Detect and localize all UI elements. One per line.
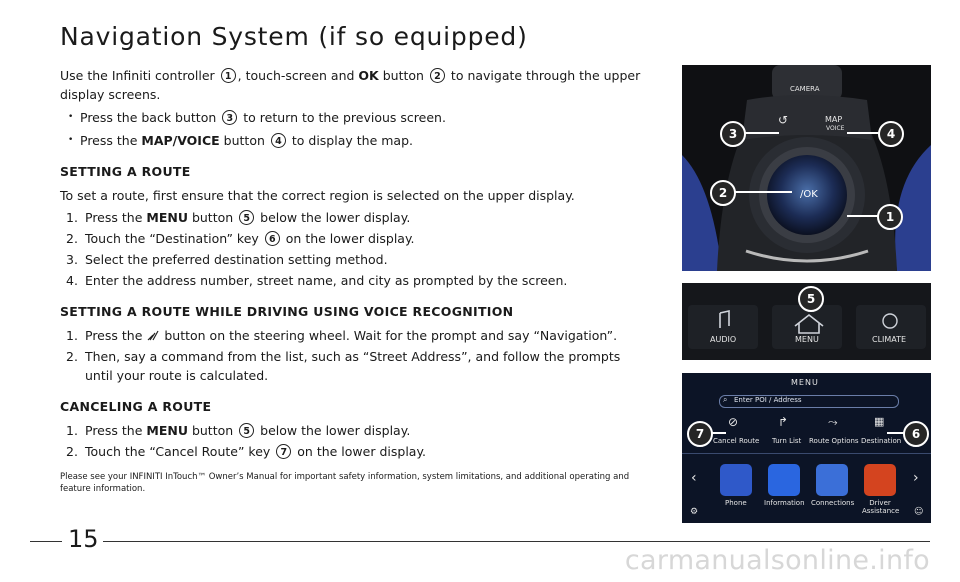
step-text: below the lower display.	[260, 210, 411, 225]
photo-callout-2: 2	[710, 180, 736, 206]
footer-rule-left	[30, 541, 62, 542]
step-text: button	[191, 210, 234, 225]
step-text: Press the	[85, 328, 143, 343]
step-text: Touch the “Destination” key	[85, 231, 259, 246]
menu-button-label: MENU	[795, 335, 819, 344]
controller-photo	[682, 65, 931, 271]
step-number: 2.	[66, 444, 78, 459]
phone-tile[interactable]	[720, 464, 752, 496]
step-number: 1.	[66, 210, 78, 225]
camera-label: CAMERA	[790, 85, 820, 93]
ok-label: OK	[358, 68, 379, 83]
step-text: button on the steering wheel. Wait for the prompt and say “Navigation”.	[164, 328, 618, 343]
step-item	[60, 326, 650, 345]
callout-3: 3	[222, 110, 237, 125]
step-number: 4.	[66, 273, 78, 288]
intro-text: button	[382, 68, 424, 83]
lower-display-photo	[682, 373, 931, 523]
step-number: 2.	[66, 349, 78, 364]
content-column	[60, 66, 650, 504]
cancel-route-icon: ⊘	[728, 415, 739, 429]
callout-5: 5	[239, 210, 254, 225]
setting-route-steps	[60, 208, 650, 290]
back-icon: ↺	[778, 113, 789, 127]
heading-setting-route: SETTING A ROUTE	[60, 164, 191, 179]
step-text: Press the	[85, 210, 143, 225]
step-text: Then, say a command from the list, such as “Street Address”, and follow the prompts until your route is calculated.	[85, 349, 621, 383]
audio-button-label: AUDIO	[710, 335, 737, 344]
chevron-left-icon[interactable]: ‹	[691, 470, 697, 486]
setting-route-intro: To set a route, first ensure that the correct region is selected on the upper display.	[60, 188, 575, 203]
voice-talk-icon	[146, 328, 160, 342]
heading-cancel-route: CANCELING A ROUTE	[60, 399, 212, 414]
route-options-icon: ⤳	[828, 415, 838, 429]
turn-list-icon: ↱	[778, 415, 789, 429]
step-number: 2.	[66, 231, 78, 246]
photo-callout-6: 6	[903, 421, 929, 447]
bullet-text: Press the back button	[80, 110, 217, 125]
map-label: MAP	[825, 115, 843, 124]
destination-key[interactable]: Destination	[861, 437, 902, 445]
watermark: carmanualsonline.info	[624, 545, 930, 576]
step-item	[60, 271, 650, 290]
driver-assistance-tile[interactable]	[864, 464, 896, 496]
step-item	[60, 442, 650, 461]
menu-label: MENU	[146, 210, 188, 225]
connections-tile[interactable]	[816, 464, 848, 496]
bullet-text: to return to the previous screen.	[243, 110, 446, 125]
ok-label: /OK	[800, 189, 818, 200]
step-text: button	[191, 423, 234, 438]
step-text: Select the preferred destination setting method.	[85, 252, 388, 267]
bullet-text: to display the map.	[291, 133, 413, 148]
settings-gear-icon[interactable]: ⚙	[690, 507, 699, 517]
search-placeholder: Enter POI / Address	[734, 396, 802, 404]
step-text: Enter the address number, street name, and city as prompted by the screen.	[85, 273, 568, 288]
controller-illustration	[682, 65, 931, 271]
turn-list-key[interactable]: Turn List	[772, 437, 802, 445]
step-item	[60, 421, 650, 440]
callout-4: 4	[271, 133, 286, 148]
callout-2: 2	[430, 68, 445, 83]
bullet-item	[60, 131, 650, 150]
connections-label: Connections	[811, 499, 855, 507]
step-number: 3.	[66, 252, 78, 267]
photo-callout-4: 4	[878, 121, 904, 147]
footer-rule-right	[103, 541, 930, 542]
step-text: Touch the “Cancel Route” key	[85, 444, 271, 459]
divider	[682, 453, 931, 454]
step-item	[60, 347, 650, 385]
photo-callout-5: 5	[798, 286, 824, 312]
step-text: on the lower display.	[297, 444, 427, 459]
step-number: 1.	[66, 423, 78, 438]
step-item	[60, 229, 650, 248]
menu-label: MENU	[146, 423, 188, 438]
voice-route-steps	[60, 326, 650, 385]
step-text: below the lower display.	[260, 423, 411, 438]
poi-search-field[interactable]	[719, 395, 899, 408]
bullet-item	[60, 108, 650, 127]
callout-7: 7	[276, 444, 291, 459]
search-icon: ⌕	[723, 395, 728, 404]
bullet-text: button	[223, 133, 265, 148]
cancel-route-steps	[60, 421, 650, 461]
lower-buttons-photo	[682, 283, 931, 360]
chevron-right-icon[interactable]: ›	[913, 470, 919, 486]
step-item	[60, 208, 650, 227]
intro-text: , touch-screen and	[237, 68, 355, 83]
destination-flag-icon: ▦	[874, 415, 885, 428]
user-profile-icon[interactable]: ☺	[914, 507, 924, 517]
photo-callout-7: 7	[687, 421, 713, 447]
callout-1: 1	[221, 68, 236, 83]
step-text: on the lower display.	[285, 231, 415, 246]
bullet-text: Press the	[80, 133, 138, 148]
information-label: Information	[764, 499, 805, 507]
map-voice-label: MAP/VOICE	[141, 133, 220, 148]
step-text: Press the	[85, 423, 143, 438]
photo-callout-3: 3	[720, 121, 746, 147]
photo-callout-1: 1	[877, 204, 903, 230]
step-number: 1.	[66, 328, 78, 343]
phone-label: Phone	[725, 499, 747, 507]
driver-assistance-label: Driver Assistance	[862, 499, 900, 515]
menu-title: MENU	[791, 378, 819, 387]
heading-voice-route: SETTING A ROUTE WHILE DRIVING USING VOICE RECOGNITION	[60, 304, 514, 319]
page-number: 15	[68, 525, 99, 553]
callout-5: 5	[239, 423, 254, 438]
intro-paragraph	[60, 66, 650, 104]
route-options-key[interactable]: Route Options	[809, 437, 859, 445]
climate-button-label: CLIMATE	[872, 335, 907, 344]
intro-text: Use the Infiniti controller	[60, 68, 215, 83]
footnote: Please see your INFINITI InTouch™ Owner’s Manual for important safety information, system limitations, and additional operating and feature information.	[60, 472, 630, 494]
callout-6: 6	[265, 231, 280, 246]
intro-text: to navigate through the upper display screens.	[60, 68, 641, 102]
information-tile[interactable]	[768, 464, 800, 496]
voice-label: VOICE	[826, 125, 845, 132]
step-item	[60, 250, 650, 269]
cancel-route-key[interactable]: Cancel Route	[713, 437, 760, 445]
page-title: Navigation System (if so equipped)	[60, 22, 528, 51]
